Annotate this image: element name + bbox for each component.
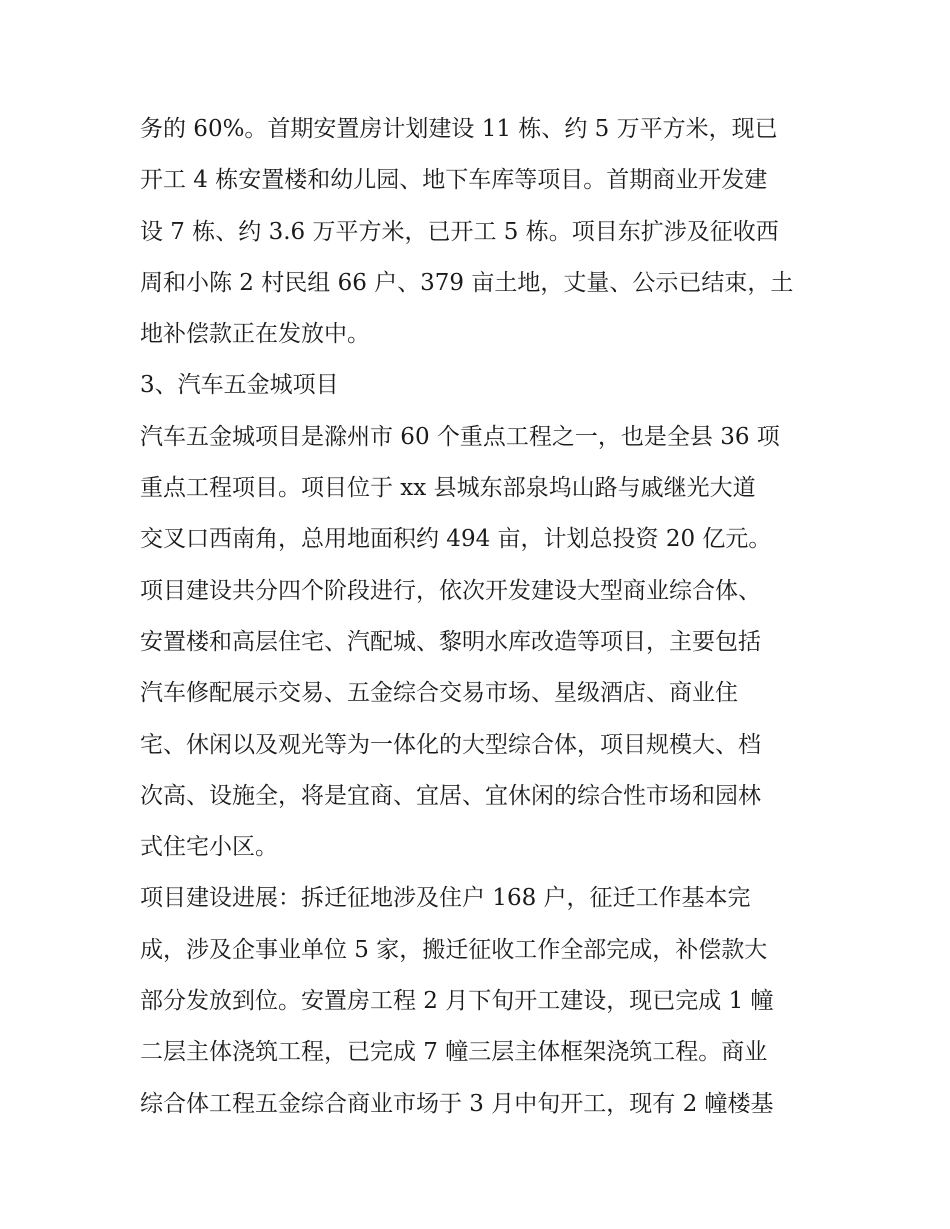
- section-heading: 3、汽车五金城项目: [140, 372, 339, 399]
- text-line-13: 宅、休闲以及观光等为一体化的大型综合体，项目规模大、档: [140, 731, 761, 758]
- text-line-1: 务的 60%。首期安置房计划建设 11 栋、约 5 万平方米，现已: [140, 116, 778, 142]
- text-line-7: 汽车五金城项目是滁州市 60 个重点工程之一，也是全县 36 项: [140, 423, 780, 450]
- text-line-11: 安置楼和高层住宅、汽配城、黎明水库改造等项目，主要包括: [140, 628, 761, 655]
- text-line-18: 部分发放到位。安置房工程 2 月下旬开工建设，现已完成 1 幢: [140, 988, 774, 1015]
- text-line-2: 开工 4 栋安置楼和幼儿园、地下车库等项目。首期商业开发建: [140, 167, 768, 194]
- text-line-9: 交叉口西南角，总用地面积约 494 亩，计划总投资 20 亿元。: [140, 526, 772, 553]
- text-line-12: 汽车修配展示交易、五金综合交易市场、星级酒店、商业住: [140, 680, 738, 707]
- text-line-10: 项目建设共分四个阶段进行，依次开发建设大型商业综合体、: [140, 577, 761, 604]
- text-line-4: 周和小陈 2 村民组 66 户、379 亩土地，丈量、公示已结束，土: [140, 269, 794, 296]
- text-line-19: 二层主体浇筑工程，已完成 7 幢三层主体框架浇筑工程。商业: [140, 1039, 768, 1066]
- text-line-14: 次高、设施全，将是宜商、宜居、宜休闲的综合性市场和园林: [140, 782, 761, 809]
- text-line-8: 重点工程项目。项目位于 xx 县城东部泉坞山路与戚继光大道: [140, 475, 756, 502]
- text-line-3: 设 7 栋、约 3.6 万平方米，已开工 5 栋。项目东扩涉及征收西: [140, 218, 779, 245]
- text-line-20: 综合体工程五金综合商业市场于 3 月中旬开工，现有 2 幢楼基: [140, 1090, 774, 1117]
- text-line-15: 式住宅小区。: [140, 834, 278, 861]
- text-line-16: 项目建设进展：拆迁征地涉及住户 168 户，征迁工作基本完: [140, 885, 751, 912]
- text-line-5: 地补偿款正在发放中。: [140, 321, 370, 348]
- document-body: [140, 104, 820, 1130]
- text-line-17: 成，涉及企事业单位 5 家，搬迁征收工作全部完成，补偿款大: [140, 936, 768, 963]
